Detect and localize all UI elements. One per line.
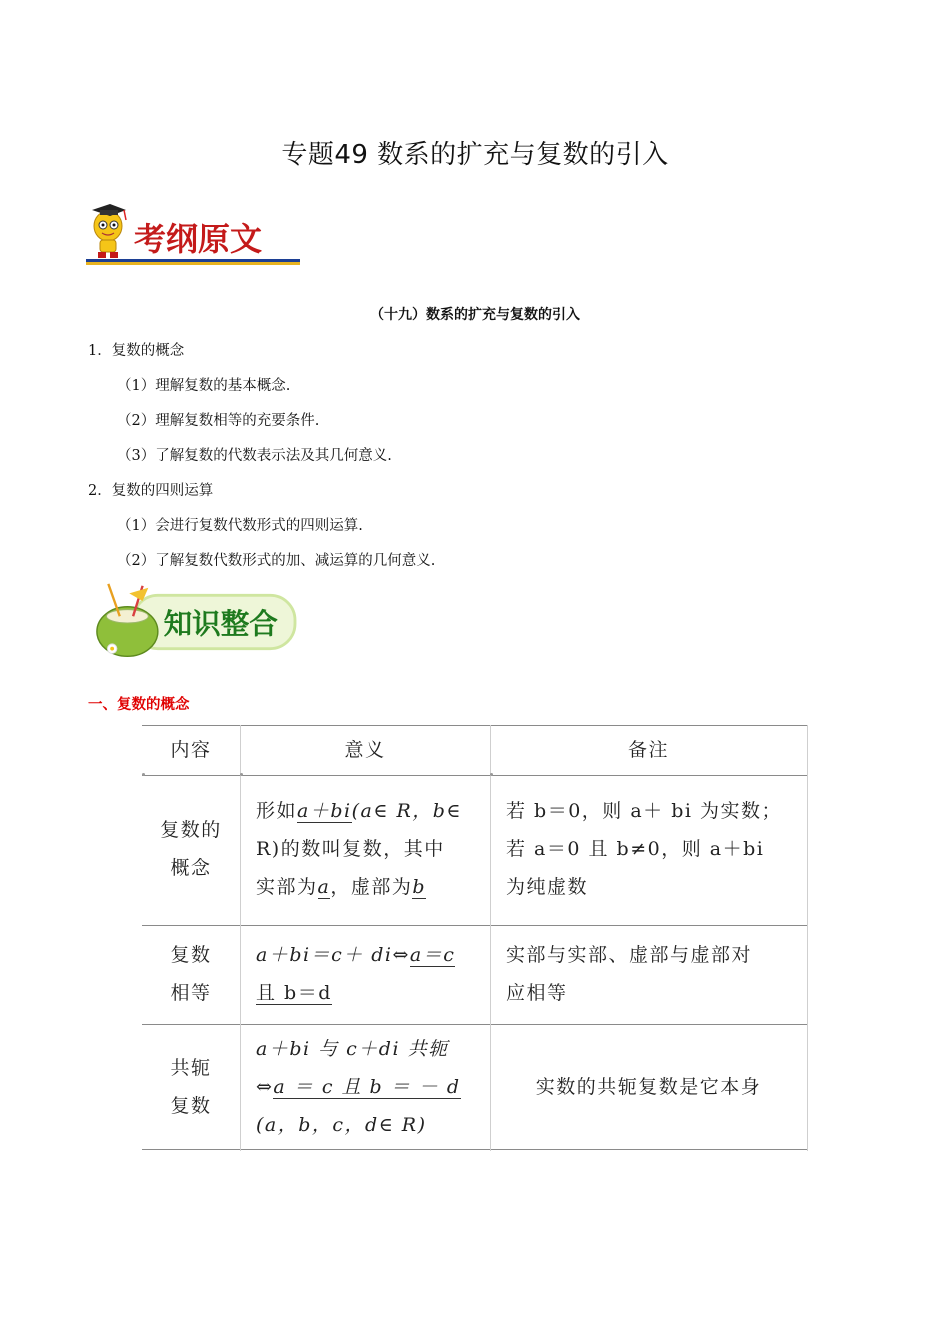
row-content: 复数 相等 xyxy=(170,944,212,1004)
page-title: 专题49 数系的扩充与复数的引入 xyxy=(281,140,669,170)
knowledge-banner-text: 知识整合 xyxy=(163,606,278,641)
outline-item: （2）理解复数相等的充要条件. xyxy=(117,413,320,429)
row-note: 实部与实部、虚部与虚部对 应相等 xyxy=(506,944,753,1004)
scholar-mascot-icon xyxy=(92,204,126,258)
row-note: 实数的共轭复数是它本身 xyxy=(535,1076,762,1098)
row-note: 若 b＝0，则 a＋ bi 为实数； 若 a＝0 且 b≠0，则 a＋bi 为纯虚数 xyxy=(506,800,782,898)
outline-item: （1）会进行复数代数形式的四则运算. xyxy=(117,518,363,534)
outline-item: （1）理解复数的基本概念. xyxy=(117,378,291,394)
coconut-drink-icon xyxy=(97,584,158,656)
outline-item: （2）了解复数代数形式的加、减运算的几何意义. xyxy=(117,553,436,569)
section-heading: 一、复数的概念 xyxy=(88,697,190,713)
table-header-meaning: 意义 xyxy=(344,739,386,761)
outline-item: 2．复数的四则运算 xyxy=(88,483,214,499)
table-header-note: 备注 xyxy=(627,739,669,761)
outline-item: 1．复数的概念 xyxy=(88,343,185,359)
syllabus-banner-text: 考纲原文 xyxy=(134,220,263,258)
row-content: 复数的 概念 xyxy=(160,819,222,879)
knowledge-banner xyxy=(86,582,304,662)
row-meaning: a＋bi＝c＋ di⇔a＝c 且 b＝d xyxy=(256,944,456,1004)
outline-item: （3）了解复数的代数表示法及其几何意义. xyxy=(117,448,392,464)
table-header-content: 内容 xyxy=(170,739,212,761)
row-meaning: a＋bi 与 c＋di 共轭 ⇔a ＝ c 且 b ＝ － d (a，b，c，d∈ R) xyxy=(256,1038,461,1136)
row-meaning: 形如a＋bi(a∈ R，b∈ R)的数叫复数，其中 实部为a，虚部为b xyxy=(256,800,462,898)
complex-concept-table xyxy=(142,725,808,1151)
syllabus-banner xyxy=(86,196,300,276)
row-content: 共轭 复数 xyxy=(170,1057,212,1117)
syllabus-subheading: （十九）数系的扩充与复数的引入 xyxy=(370,307,580,323)
